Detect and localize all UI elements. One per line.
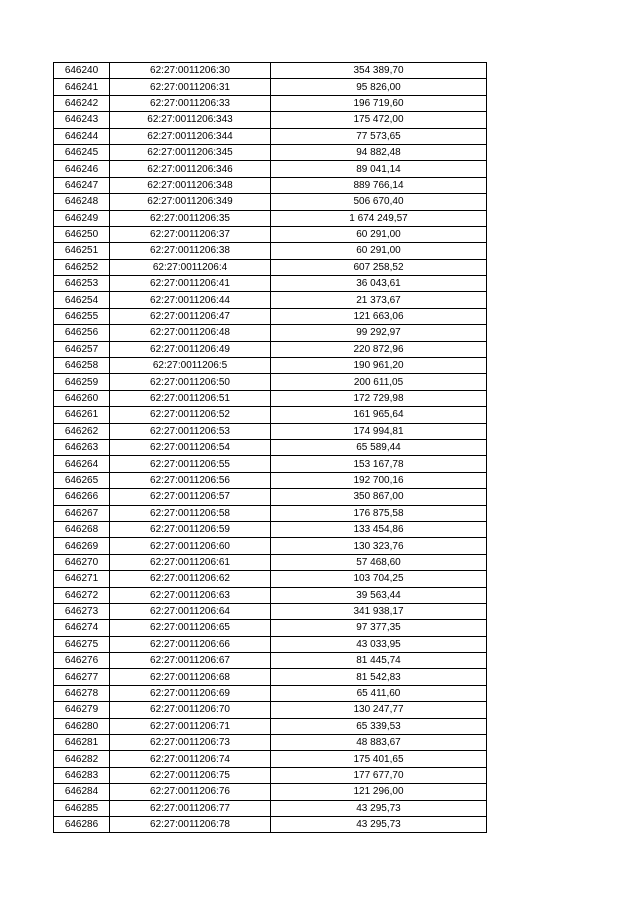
value-cell: 65 339,53	[271, 718, 487, 734]
cadastral-number-cell: 62:27:0011206:56	[110, 472, 271, 488]
table-row	[54, 538, 487, 554]
cadastral-number-cell: 62:27:0011206:51	[110, 390, 271, 406]
value-cell: 65 411,60	[271, 685, 487, 701]
cadastral-number-cell: 62:27:0011206:69	[110, 685, 271, 701]
cadastral-number-cell: 62:27:0011206:50	[110, 374, 271, 390]
row-number-cell: 646282	[54, 751, 110, 767]
value-cell: 57 468,60	[271, 554, 487, 570]
row-number-cell: 646247	[54, 177, 110, 193]
value-cell: 65 589,44	[271, 439, 487, 455]
table-row	[54, 226, 487, 242]
cadastral-number-cell: 62:27:0011206:4	[110, 259, 271, 275]
table-row	[54, 603, 487, 619]
value-cell: 60 291,00	[271, 243, 487, 259]
table-row	[54, 784, 487, 800]
cadastral-number-cell: 62:27:0011206:37	[110, 226, 271, 242]
cadastral-number-cell: 62:27:0011206:71	[110, 718, 271, 734]
row-number-cell: 646263	[54, 439, 110, 455]
row-number-cell: 646245	[54, 144, 110, 160]
table-row	[54, 243, 487, 259]
value-cell: 99 292,97	[271, 325, 487, 341]
row-number-cell: 646250	[54, 226, 110, 242]
cadastral-number-cell: 62:27:0011206:48	[110, 325, 271, 341]
table-row	[54, 718, 487, 734]
cadastral-number-cell: 62:27:0011206:345	[110, 144, 271, 160]
cadastral-number-cell: 62:27:0011206:78	[110, 816, 271, 832]
cadastral-number-cell: 62:27:0011206:38	[110, 243, 271, 259]
cadastral-number-cell: 62:27:0011206:58	[110, 505, 271, 521]
row-number-cell: 646261	[54, 407, 110, 423]
cadastral-number-cell: 62:27:0011206:348	[110, 177, 271, 193]
value-cell: 103 704,25	[271, 571, 487, 587]
cadastral-number-cell: 62:27:0011206:74	[110, 751, 271, 767]
row-number-cell: 646267	[54, 505, 110, 521]
table-row	[54, 423, 487, 439]
table-row	[54, 521, 487, 537]
table-row	[54, 79, 487, 95]
row-number-cell: 646258	[54, 358, 110, 374]
cadastral-number-cell: 62:27:0011206:49	[110, 341, 271, 357]
value-cell: 43 295,73	[271, 816, 487, 832]
row-number-cell: 646277	[54, 669, 110, 685]
value-cell: 161 965,64	[271, 407, 487, 423]
table-row	[54, 194, 487, 210]
row-number-cell: 646266	[54, 489, 110, 505]
row-number-cell: 646264	[54, 456, 110, 472]
value-cell: 175 472,00	[271, 112, 487, 128]
table-row	[54, 390, 487, 406]
cadastral-number-cell: 62:27:0011206:52	[110, 407, 271, 423]
value-cell: 341 938,17	[271, 603, 487, 619]
row-number-cell: 646272	[54, 587, 110, 603]
row-number-cell: 646285	[54, 800, 110, 816]
row-number-cell: 646259	[54, 374, 110, 390]
cadastral-number-cell: 62:27:0011206:5	[110, 358, 271, 374]
cadastral-number-cell: 62:27:0011206:63	[110, 587, 271, 603]
cadastral-number-cell: 62:27:0011206:76	[110, 784, 271, 800]
cadastral-number-cell: 62:27:0011206:44	[110, 292, 271, 308]
value-cell: 506 670,40	[271, 194, 487, 210]
value-cell: 220 872,96	[271, 341, 487, 357]
row-number-cell: 646241	[54, 79, 110, 95]
cadastral-number-cell: 62:27:0011206:62	[110, 571, 271, 587]
cadastral-number-cell: 62:27:0011206:343	[110, 112, 271, 128]
table-row	[54, 702, 487, 718]
cadastral-number-cell: 62:27:0011206:31	[110, 79, 271, 95]
cadastral-number-cell: 62:27:0011206:53	[110, 423, 271, 439]
cadastral-number-cell: 62:27:0011206:73	[110, 735, 271, 751]
row-number-cell: 646257	[54, 341, 110, 357]
table-row	[54, 161, 487, 177]
value-cell: 177 677,70	[271, 767, 487, 783]
cadastral-number-cell: 62:27:0011206:70	[110, 702, 271, 718]
row-number-cell: 646262	[54, 423, 110, 439]
table-row	[54, 63, 487, 79]
table-row	[54, 767, 487, 783]
table-row	[54, 112, 487, 128]
cadastral-number-cell: 62:27:0011206:57	[110, 489, 271, 505]
table-row	[54, 800, 487, 816]
row-number-cell: 646254	[54, 292, 110, 308]
cadastral-number-cell: 62:27:0011206:349	[110, 194, 271, 210]
value-cell: 196 719,60	[271, 95, 487, 111]
row-number-cell: 646271	[54, 571, 110, 587]
cadastral-number-cell: 62:27:0011206:55	[110, 456, 271, 472]
value-cell: 48 883,67	[271, 735, 487, 751]
row-number-cell: 646280	[54, 718, 110, 734]
cadastral-number-cell: 62:27:0011206:61	[110, 554, 271, 570]
table-row	[54, 620, 487, 636]
row-number-cell: 646255	[54, 308, 110, 324]
table-row	[54, 685, 487, 701]
value-cell: 94 882,48	[271, 144, 487, 160]
value-cell: 81 542,83	[271, 669, 487, 685]
row-number-cell: 646243	[54, 112, 110, 128]
table-row	[54, 358, 487, 374]
value-cell: 60 291,00	[271, 226, 487, 242]
row-number-cell: 646242	[54, 95, 110, 111]
value-cell: 121 296,00	[271, 784, 487, 800]
table-row	[54, 587, 487, 603]
table-row	[54, 407, 487, 423]
table-row	[54, 554, 487, 570]
row-number-cell: 646252	[54, 259, 110, 275]
cadastral-number-cell: 62:27:0011206:47	[110, 308, 271, 324]
row-number-cell: 646286	[54, 816, 110, 832]
value-cell: 176 875,58	[271, 505, 487, 521]
row-number-cell: 646253	[54, 276, 110, 292]
value-cell: 172 729,98	[271, 390, 487, 406]
value-cell: 130 247,77	[271, 702, 487, 718]
table-row	[54, 751, 487, 767]
value-cell: 130 323,76	[271, 538, 487, 554]
row-number-cell: 646248	[54, 194, 110, 210]
table-row	[54, 325, 487, 341]
value-cell: 97 377,35	[271, 620, 487, 636]
row-number-cell: 646244	[54, 128, 110, 144]
table-row	[54, 505, 487, 521]
row-number-cell: 646276	[54, 653, 110, 669]
row-number-cell: 646273	[54, 603, 110, 619]
table-row	[54, 636, 487, 652]
table-row	[54, 489, 487, 505]
value-cell: 21 373,67	[271, 292, 487, 308]
row-number-cell: 646284	[54, 784, 110, 800]
value-cell: 121 663,06	[271, 308, 487, 324]
value-cell: 1 674 249,57	[271, 210, 487, 226]
cadastral-number-cell: 62:27:0011206:64	[110, 603, 271, 619]
row-number-cell: 646260	[54, 390, 110, 406]
value-cell: 607 258,52	[271, 259, 487, 275]
value-cell: 350 867,00	[271, 489, 487, 505]
table-row	[54, 210, 487, 226]
cadastral-number-cell: 62:27:0011206:59	[110, 521, 271, 537]
table-row	[54, 341, 487, 357]
value-cell: 192 700,16	[271, 472, 487, 488]
row-number-cell: 646246	[54, 161, 110, 177]
cadastral-number-cell: 62:27:0011206:75	[110, 767, 271, 783]
table-row	[54, 456, 487, 472]
table-row	[54, 308, 487, 324]
cadastral-number-cell: 62:27:0011206:54	[110, 439, 271, 455]
table-row	[54, 653, 487, 669]
cadastral-number-cell: 62:27:0011206:67	[110, 653, 271, 669]
table-row	[54, 259, 487, 275]
row-number-cell: 646256	[54, 325, 110, 341]
table-row	[54, 95, 487, 111]
row-number-cell: 646283	[54, 767, 110, 783]
table-row	[54, 144, 487, 160]
row-number-cell: 646279	[54, 702, 110, 718]
value-cell: 39 563,44	[271, 587, 487, 603]
value-cell: 133 454,86	[271, 521, 487, 537]
value-cell: 43 295,73	[271, 800, 487, 816]
cadastral-number-cell: 62:27:0011206:77	[110, 800, 271, 816]
row-number-cell: 646270	[54, 554, 110, 570]
table-row	[54, 276, 487, 292]
cadastral-number-cell: 62:27:0011206:33	[110, 95, 271, 111]
value-cell: 354 389,70	[271, 63, 487, 79]
value-cell: 190 961,20	[271, 358, 487, 374]
row-number-cell: 646251	[54, 243, 110, 259]
cadastral-number-cell: 62:27:0011206:346	[110, 161, 271, 177]
table-row	[54, 374, 487, 390]
row-number-cell: 646269	[54, 538, 110, 554]
value-cell: 81 445,74	[271, 653, 487, 669]
cadastral-number-cell: 62:27:0011206:35	[110, 210, 271, 226]
row-number-cell: 646274	[54, 620, 110, 636]
cadastral-number-cell: 62:27:0011206:344	[110, 128, 271, 144]
cadastral-number-cell: 62:27:0011206:41	[110, 276, 271, 292]
cadastral-number-cell: 62:27:0011206:65	[110, 620, 271, 636]
cadastral-number-cell: 62:27:0011206:68	[110, 669, 271, 685]
row-number-cell: 646249	[54, 210, 110, 226]
cadastral-number-cell: 62:27:0011206:66	[110, 636, 271, 652]
table-row	[54, 177, 487, 193]
value-cell: 175 401,65	[271, 751, 487, 767]
value-cell: 43 033,95	[271, 636, 487, 652]
row-number-cell: 646275	[54, 636, 110, 652]
value-cell: 95 826,00	[271, 79, 487, 95]
row-number-cell: 646265	[54, 472, 110, 488]
value-cell: 889 766,14	[271, 177, 487, 193]
table-row	[54, 128, 487, 144]
value-cell: 200 611,05	[271, 374, 487, 390]
value-cell: 36 043,61	[271, 276, 487, 292]
table-row	[54, 816, 487, 832]
row-number-cell: 646240	[54, 63, 110, 79]
table-row	[54, 292, 487, 308]
cadastral-number-cell: 62:27:0011206:60	[110, 538, 271, 554]
table-row	[54, 439, 487, 455]
cadastral-value-table	[53, 62, 487, 833]
table-row	[54, 571, 487, 587]
table-row	[54, 735, 487, 751]
row-number-cell: 646268	[54, 521, 110, 537]
value-cell: 77 573,65	[271, 128, 487, 144]
value-cell: 174 994,81	[271, 423, 487, 439]
table-row	[54, 472, 487, 488]
value-cell: 153 167,78	[271, 456, 487, 472]
row-number-cell: 646278	[54, 685, 110, 701]
row-number-cell: 646281	[54, 735, 110, 751]
table-body	[54, 63, 487, 833]
value-cell: 89 041,14	[271, 161, 487, 177]
cadastral-number-cell: 62:27:0011206:30	[110, 63, 271, 79]
table-row	[54, 669, 487, 685]
